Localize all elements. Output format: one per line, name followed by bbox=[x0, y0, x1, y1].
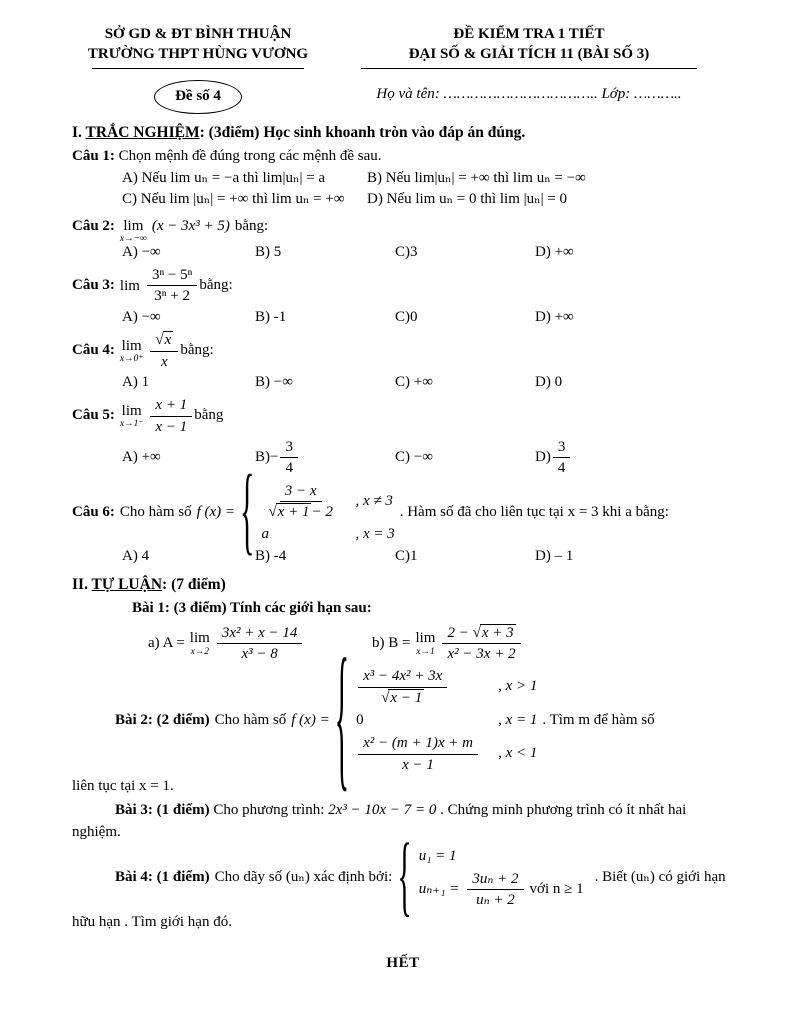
fraction-numerator bbox=[150, 331, 178, 351]
problem-1-label: Bài 1: (3 điểm) bbox=[132, 600, 227, 617]
question-4-option-a: A) 1 bbox=[122, 373, 150, 390]
fraction-denominator: x bbox=[161, 353, 168, 370]
fraction-numerator: 3x² + x − 14 bbox=[217, 624, 303, 644]
question-4-tail: bằng: bbox=[180, 342, 214, 359]
case-condition: , x < 1 bbox=[498, 745, 538, 762]
option-d-prefix: D) bbox=[535, 448, 551, 465]
question-4-option-c: C) +∞ bbox=[395, 373, 433, 390]
section-1-rest: : (3điểm) Học sinh khoanh tròn vào đáp án đúng. bbox=[199, 124, 526, 141]
question-1-options-row-1 bbox=[122, 169, 734, 189]
question-5-tail: bằng bbox=[194, 407, 224, 424]
section-1-title: TRẮC NGHIỆM bbox=[85, 124, 200, 141]
case-value bbox=[356, 667, 498, 707]
fraction-numerator: 3uₙ + 2 bbox=[467, 870, 523, 890]
exam-title: ĐỀ KIỂM TRA 1 TIẾT bbox=[453, 26, 605, 42]
header-left-block bbox=[72, 24, 324, 114]
section-1-number: I. bbox=[72, 124, 86, 141]
lim-word: lim bbox=[119, 277, 140, 294]
student-name-line: Họ và tên: …………………………….. Lớp: ……….. bbox=[376, 85, 682, 102]
lim-subscript: x→1 bbox=[416, 646, 435, 657]
exam-code-label: Đề số 4 bbox=[175, 87, 221, 104]
case-fraction bbox=[358, 667, 447, 707]
question-5-option-c: C) −∞ bbox=[395, 448, 433, 465]
fraction-numerator bbox=[442, 624, 520, 644]
limit-operator bbox=[120, 338, 143, 365]
case-fraction bbox=[263, 482, 337, 522]
cases-list bbox=[261, 482, 394, 545]
problem-1b-lhs: b) B = bbox=[372, 634, 411, 651]
function-notation: f (x) = bbox=[291, 711, 330, 728]
recurrence-system bbox=[397, 827, 589, 927]
question-2-option-a: A) −∞ bbox=[122, 243, 161, 260]
question-3-label: Câu 3: bbox=[72, 277, 115, 294]
cases-list bbox=[356, 667, 537, 774]
question-1-label: Câu 1: bbox=[72, 148, 115, 165]
problem-4-post: . Biết (uₙ) có giới hạn bbox=[594, 869, 726, 886]
fraction-denominator: x − 1 bbox=[402, 756, 434, 773]
option-b-prefix: B)− bbox=[255, 448, 279, 465]
case-value: a bbox=[261, 526, 269, 543]
problem-1a-fraction bbox=[217, 624, 303, 664]
question-4-option-d: D) 0 bbox=[535, 373, 563, 390]
case-row bbox=[261, 525, 394, 545]
sqrt-expression bbox=[155, 331, 173, 349]
question-1-option-d: D) Nếu lim uₙ = 0 thì lim |uₙ| = 0 bbox=[367, 191, 568, 208]
cases-list bbox=[419, 847, 590, 910]
sqrt-sign: √ bbox=[268, 503, 277, 520]
question-4-options bbox=[122, 373, 734, 393]
limit-operator bbox=[120, 403, 143, 430]
question-1-text: Chọn mệnh đề đúng trong các mệnh đề sau. bbox=[118, 148, 382, 165]
section-1-heading bbox=[72, 123, 734, 143]
question-1-option-b: B) Nếu lim|uₙ| = +∞ thì lim uₙ = −∞ bbox=[367, 169, 586, 186]
problem-4-pre: Cho dãy số (uₙ) xác định bởi: bbox=[214, 869, 393, 886]
question-3-option-a: A) −∞ bbox=[122, 308, 161, 325]
question-5-label: Câu 5: bbox=[72, 407, 115, 424]
section-2-rest: : (7 điểm) bbox=[162, 576, 226, 594]
question-4-label: Câu 4: bbox=[72, 342, 115, 359]
fraction-denominator: 4 bbox=[557, 460, 566, 477]
case-value: 0 bbox=[356, 711, 364, 728]
option-d-fraction bbox=[553, 438, 571, 478]
limit-operator bbox=[120, 218, 147, 245]
case-fraction bbox=[358, 734, 478, 774]
case-condition: , x ≠ 3 bbox=[355, 492, 393, 509]
question-2-tail: bằng: bbox=[234, 218, 269, 235]
recurrence-domain: với n ≥ 1 bbox=[529, 881, 584, 898]
fraction-numerator: 3 bbox=[553, 438, 571, 458]
problem-3-equation: 2x³ − 10x − 7 = 0 bbox=[328, 801, 437, 818]
case-condition: , x = 3 bbox=[355, 526, 395, 543]
lim-subscript: x→2 bbox=[190, 646, 210, 657]
sqrt-sign: √ bbox=[381, 689, 390, 706]
limit-operator bbox=[415, 630, 435, 657]
lim-subscript: x→1⁻ bbox=[119, 419, 144, 430]
fraction-numerator: 3 bbox=[280, 438, 298, 458]
problem-3-pre: Cho phương trình: bbox=[213, 801, 325, 818]
problem-1-formulas bbox=[148, 624, 734, 664]
problem-3 bbox=[115, 801, 734, 821]
problem-1a-lhs: a) A = bbox=[148, 634, 185, 651]
denominator-suffix: − 2 bbox=[311, 503, 333, 520]
case-condition: , x = 1 bbox=[498, 711, 538, 728]
fraction-denominator: x² − 3x + 2 bbox=[447, 646, 516, 663]
function-notation: f (x) = bbox=[196, 504, 236, 521]
question-2-label: Câu 2: bbox=[72, 218, 115, 235]
question-6-label: Câu 6: bbox=[72, 504, 115, 521]
problem-4-label: Bài 4: (1 điểm) bbox=[115, 869, 210, 886]
question-3 bbox=[72, 266, 734, 306]
question-3-option-d: D) +∞ bbox=[535, 308, 574, 325]
section-2-number: II. bbox=[72, 576, 92, 594]
lim-subscript: x→−∞ bbox=[119, 234, 147, 245]
lim-word: lim bbox=[121, 402, 142, 419]
question-4-option-b: B) −∞ bbox=[255, 373, 293, 390]
case-value bbox=[261, 482, 355, 522]
case-row bbox=[356, 711, 537, 731]
question-2-expression: (x − 3x³ + 5) bbox=[151, 218, 230, 235]
fraction-numerator: 3ⁿ − 5ⁿ bbox=[147, 266, 197, 286]
question-5-option-d bbox=[535, 438, 734, 478]
question-6-option-d: D) – 1 bbox=[535, 547, 574, 564]
exam-code-badge bbox=[154, 80, 242, 115]
fraction-numerator: 3 − x bbox=[280, 482, 322, 502]
question-2-option-b: B) 5 bbox=[255, 243, 282, 260]
lim-word: lim bbox=[189, 630, 210, 647]
question-2 bbox=[72, 214, 734, 245]
problem-3-post: . Chứng minh phương trình có ít nhất hai bbox=[436, 801, 687, 818]
fraction-denominator: x³ − 8 bbox=[241, 646, 278, 663]
question-6-option-c: C)1 bbox=[395, 547, 418, 564]
question-5-options bbox=[122, 438, 734, 478]
fraction-denominator bbox=[376, 688, 429, 707]
sqrt-expression bbox=[381, 689, 424, 707]
case-row bbox=[419, 870, 590, 910]
lim-word: lim bbox=[123, 217, 144, 234]
case-condition: , x > 1 bbox=[498, 678, 538, 695]
recurrence-fraction bbox=[467, 870, 523, 910]
question-3-option-c: C)0 bbox=[395, 308, 418, 325]
header bbox=[72, 24, 734, 114]
question-6-options bbox=[122, 547, 734, 567]
question-1-option-a: A) Nếu lim uₙ = −a thì lim|uₙ| = a bbox=[122, 169, 326, 186]
question-5-option-b bbox=[255, 438, 395, 478]
question-1-option-c: C) Nếu lim |uₙ| = +∞ thì lim uₙ = +∞ bbox=[122, 191, 345, 208]
recurrence-lhs: uₙ₊₁ = bbox=[418, 881, 460, 898]
question-4 bbox=[72, 331, 734, 371]
question-5 bbox=[72, 396, 734, 436]
question-2-option-d: D) +∞ bbox=[535, 243, 574, 260]
header-right-rule bbox=[361, 68, 697, 69]
sqrt-sign: √ bbox=[472, 624, 481, 641]
option-b-fraction bbox=[280, 438, 298, 478]
lim-word: lim bbox=[121, 337, 142, 354]
problem-1b bbox=[372, 624, 526, 664]
question-1-options-row-2 bbox=[122, 190, 734, 210]
problem-2-label: Bài 2: (2 điểm) bbox=[115, 711, 210, 728]
question-2-options bbox=[122, 243, 734, 263]
limit-operator bbox=[190, 630, 210, 657]
radicand: x − 1 bbox=[390, 689, 423, 706]
question-3-tail: bằng: bbox=[199, 277, 233, 294]
case-row bbox=[356, 667, 537, 707]
sqrt-expression bbox=[268, 503, 311, 521]
question-4-fraction bbox=[150, 331, 178, 371]
question-3-fraction bbox=[147, 266, 197, 306]
cases-brace: { bbox=[240, 456, 255, 566]
section-2-heading bbox=[72, 575, 734, 595]
question-2-option-c: C)3 bbox=[395, 243, 418, 260]
exam-subject: ĐẠI SỐ & GIẢI TÍCH 11 (BÀI SỐ 3) bbox=[408, 46, 650, 63]
question-6-option-b: B) -4 bbox=[255, 547, 287, 564]
problem-1-text: Tính các giới hạn sau: bbox=[226, 600, 372, 617]
problem-2-continuation: liên tục tại x = 1. bbox=[72, 778, 174, 795]
problem-2-post: . Tìm m để hàm số bbox=[542, 711, 655, 728]
numerator-prefix: 2 − bbox=[447, 624, 469, 641]
fraction-denominator bbox=[263, 502, 337, 521]
fraction-denominator: uₙ + 2 bbox=[476, 892, 515, 909]
question-5-option-a: A) +∞ bbox=[122, 448, 161, 465]
case-row bbox=[261, 482, 394, 522]
header-right-block bbox=[324, 24, 734, 114]
problem-2-pre: Cho hàm số bbox=[214, 711, 287, 728]
fraction-numerator: x + 1 bbox=[150, 396, 192, 416]
radicand: x + 1 bbox=[277, 503, 310, 520]
end-marker: HẾT bbox=[386, 955, 420, 972]
cases-brace: { bbox=[397, 827, 412, 927]
school-name: TRƯỜNG THPT HÙNG VƯƠNG bbox=[87, 46, 309, 63]
fraction-denominator: x − 1 bbox=[155, 418, 188, 435]
problem-1b-fraction bbox=[442, 624, 520, 664]
question-6-option-a: A) 4 bbox=[122, 547, 150, 564]
radicand: x bbox=[164, 332, 172, 349]
problem-1-heading bbox=[132, 599, 734, 619]
fraction-denominator: 3ⁿ + 2 bbox=[154, 288, 190, 305]
fraction-denominator: 4 bbox=[285, 460, 293, 477]
problem-3-continuation: nghiệm. bbox=[72, 824, 121, 841]
section-2-title: TỰ LUẬN bbox=[91, 576, 163, 594]
question-3-options bbox=[122, 308, 734, 328]
sqrt-expression bbox=[473, 624, 516, 642]
lim-subscript: x→0⁺ bbox=[119, 354, 144, 365]
fraction-numerator: x³ − 4x² + 3x bbox=[358, 667, 447, 687]
case-row: u₁ = 1 bbox=[418, 847, 457, 864]
department-name: SỞ GD & ĐT BÌNH THUẬN bbox=[104, 26, 292, 42]
lim-word: lim bbox=[415, 630, 436, 647]
question-6-post: . Hàm số đã cho liên tục tại x = 3 khi a bằng: bbox=[399, 504, 669, 521]
fraction-numerator: x² − (m + 1)x + m bbox=[358, 734, 478, 754]
question-3-option-b: B) -1 bbox=[255, 308, 287, 325]
problem-4-continuation: hữu hạn . Tìm giới hạn đó. bbox=[72, 913, 232, 930]
question-1 bbox=[72, 147, 734, 167]
cases-brace: { bbox=[334, 628, 350, 808]
question-6-pre: Cho hàm số bbox=[119, 504, 192, 521]
case-value bbox=[356, 734, 498, 774]
case-row bbox=[356, 734, 537, 774]
radicand: x + 3 bbox=[481, 624, 514, 641]
question-5-fraction bbox=[150, 396, 192, 436]
problem-3-label: Bài 3: (1 điểm) bbox=[115, 801, 210, 818]
sqrt-sign: √ bbox=[155, 332, 164, 349]
